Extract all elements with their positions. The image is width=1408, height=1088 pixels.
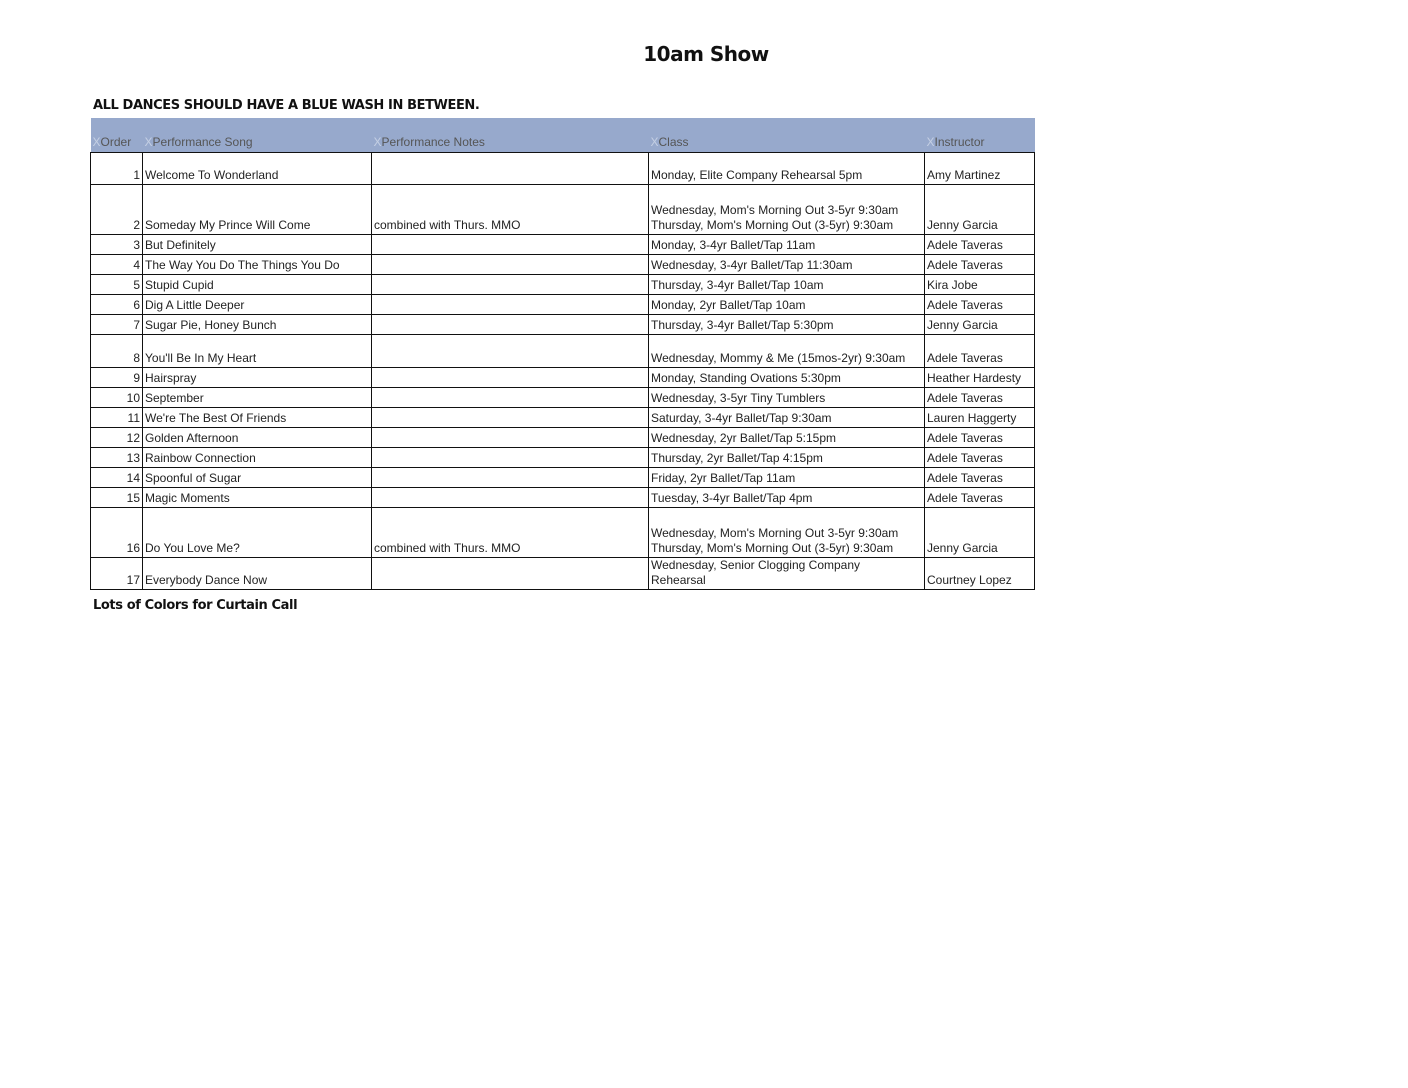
song-cell: Hairspray [143, 368, 372, 388]
instructor-cell: Adele Taveras [925, 295, 1035, 315]
class-line: Wednesday, 2yr Ballet/Tap 5:15pm [651, 431, 836, 445]
class-line: Thursday, 3-4yr Ballet/Tap 10am [651, 278, 824, 292]
class-cell [649, 315, 925, 335]
class-cell [649, 388, 925, 408]
class-line: Wednesday, 3-4yr Ballet/Tap 11:30am [651, 258, 853, 272]
song-cell: You'll Be In My Heart [143, 335, 372, 368]
class-line: Rehearsal [651, 573, 706, 587]
class-cell [649, 428, 925, 448]
curtain-call-note: Lots of Colors for Curtain Call [93, 598, 298, 613]
instructor-cell: Adele Taveras [925, 488, 1035, 508]
class-cell [649, 255, 925, 275]
class-line: Thursday, Mom's Morning Out (3-5yr) 9:30am [651, 541, 894, 555]
table-row [91, 388, 1035, 408]
table-header-row [91, 118, 1035, 153]
song-cell: Golden Afternoon [143, 428, 372, 448]
order-cell: 11 [91, 408, 143, 428]
order-cell: 7 [91, 315, 143, 335]
song-cell: Stupid Cupid [143, 275, 372, 295]
song-cell: Rainbow Connection [143, 448, 372, 468]
notes-cell [372, 335, 649, 368]
class-cell [649, 335, 925, 368]
notes-cell [372, 368, 649, 388]
class-line: Thursday, 3-4yr Ballet/Tap 5:30pm [651, 318, 834, 332]
order-cell: 13 [91, 448, 143, 468]
header-song-prefix: X [144, 135, 153, 149]
header-song-label: Performance Song [152, 135, 253, 149]
header-notes-label: Performance Notes [381, 135, 485, 149]
schedule-body [91, 153, 1035, 590]
notes-cell [372, 448, 649, 468]
header-class [649, 118, 925, 153]
class-cell [649, 508, 925, 558]
table-row [91, 275, 1035, 295]
class-line: Thursday, 2yr Ballet/Tap 4:15pm [651, 451, 823, 465]
table-row [91, 153, 1035, 185]
instructor-cell: Adele Taveras [925, 335, 1035, 368]
table-row [91, 335, 1035, 368]
song-cell: Welcome To Wonderland [143, 153, 372, 185]
notes-cell: combined with Thurs. MMO [372, 185, 649, 235]
table-row [91, 408, 1035, 428]
order-cell: 8 [91, 335, 143, 368]
class-cell [649, 468, 925, 488]
class-line: Monday, Standing Ovations 5:30pm [651, 371, 841, 385]
song-cell: Everybody Dance Now [143, 558, 372, 590]
notes-cell: combined with Thurs. MMO [372, 508, 649, 558]
instructor-cell: Jenny Garcia [925, 185, 1035, 235]
order-cell: 14 [91, 468, 143, 488]
order-cell: 9 [91, 368, 143, 388]
lighting-note: ALL DANCES SHOULD HAVE A BLUE WASH IN BETWEEN. [93, 98, 480, 113]
class-cell [649, 558, 925, 590]
instructor-cell: Amy Martinez [925, 153, 1035, 185]
notes-cell [372, 428, 649, 448]
class-line: Monday, Elite Company Rehearsal 5pm [651, 168, 863, 182]
header-instructor [925, 118, 1035, 153]
class-cell [649, 295, 925, 315]
instructor-cell: Adele Taveras [925, 235, 1035, 255]
header-notes-prefix: X [373, 135, 382, 149]
instructor-cell: Adele Taveras [925, 255, 1035, 275]
song-cell: Sugar Pie, Honey Bunch [143, 315, 372, 335]
class-line: Monday, 2yr Ballet/Tap 10am [651, 298, 806, 312]
notes-cell [372, 558, 649, 590]
notes-cell [372, 255, 649, 275]
page-title: 10am Show [643, 42, 769, 66]
header-instructor-prefix: X [926, 135, 935, 149]
notes-cell [372, 295, 649, 315]
notes-cell [372, 408, 649, 428]
class-cell [649, 408, 925, 428]
order-cell: 10 [91, 388, 143, 408]
song-cell: But Definitely [143, 235, 372, 255]
header-class-prefix: X [650, 135, 659, 149]
class-cell [649, 488, 925, 508]
class-line: Thursday, Mom's Morning Out (3-5yr) 9:30am [651, 218, 894, 232]
instructor-cell: Adele Taveras [925, 448, 1035, 468]
class-line: Wednesday, Mom's Morning Out 3-5yr 9:30am [651, 526, 899, 540]
notes-cell [372, 275, 649, 295]
class-line: Tuesday, 3-4yr Ballet/Tap 4pm [651, 491, 813, 505]
notes-cell [372, 153, 649, 185]
song-cell: The Way You Do The Things You Do [143, 255, 372, 275]
song-cell: Do You Love Me? [143, 508, 372, 558]
header-notes [372, 118, 649, 153]
table-row [91, 488, 1035, 508]
header-order-prefix: X [92, 135, 101, 149]
song-cell: Someday My Prince Will Come [143, 185, 372, 235]
instructor-cell: Lauren Haggerty [925, 408, 1035, 428]
class-line: Wednesday, Mommy & Me (15mos-2yr) 9:30am [651, 351, 906, 365]
instructor-cell: Adele Taveras [925, 388, 1035, 408]
table-row [91, 428, 1035, 448]
notes-cell [372, 315, 649, 335]
notes-cell [372, 235, 649, 255]
instructor-cell: Adele Taveras [925, 468, 1035, 488]
order-cell: 4 [91, 255, 143, 275]
instructor-cell: Adele Taveras [925, 428, 1035, 448]
song-cell: Magic Moments [143, 488, 372, 508]
order-cell: 5 [91, 275, 143, 295]
instructor-cell: Jenny Garcia [925, 508, 1035, 558]
instructor-cell: Courtney Lopez [925, 558, 1035, 590]
notes-cell [372, 488, 649, 508]
class-line: Wednesday, Senior Clogging Company [651, 558, 861, 572]
table-row [91, 448, 1035, 468]
class-cell [649, 235, 925, 255]
order-cell: 16 [91, 508, 143, 558]
table-row [91, 185, 1035, 235]
class-cell [649, 448, 925, 468]
song-cell: September [143, 388, 372, 408]
class-line: Friday, 2yr Ballet/Tap 11am [651, 471, 796, 485]
notes-cell [372, 388, 649, 408]
instructor-cell: Jenny Garcia [925, 315, 1035, 335]
notes-cell [372, 468, 649, 488]
table-row [91, 468, 1035, 488]
table-row [91, 558, 1035, 590]
show-schedule-table [90, 118, 1035, 590]
order-cell: 2 [91, 185, 143, 235]
class-line: Saturday, 3-4yr Ballet/Tap 9:30am [651, 411, 832, 425]
header-class-label: Class [658, 135, 689, 149]
order-cell: 12 [91, 428, 143, 448]
header-order-label: Order [100, 135, 132, 149]
order-cell: 17 [91, 558, 143, 590]
class-cell [649, 275, 925, 295]
order-cell: 15 [91, 488, 143, 508]
instructor-cell: Heather Hardesty [925, 368, 1035, 388]
header-instructor-label: Instructor [934, 135, 985, 149]
table-row [91, 255, 1035, 275]
table-row [91, 368, 1035, 388]
song-cell: Dig A Little Deeper [143, 295, 372, 315]
table-row [91, 508, 1035, 558]
class-cell [649, 153, 925, 185]
class-line: Monday, 3-4yr Ballet/Tap 11am [651, 238, 816, 252]
class-line: Wednesday, Mom's Morning Out 3-5yr 9:30am [651, 203, 899, 217]
order-cell: 3 [91, 235, 143, 255]
header-song [143, 118, 372, 153]
class-cell [649, 368, 925, 388]
song-cell: We're The Best Of Friends [143, 408, 372, 428]
instructor-cell: Kira Jobe [925, 275, 1035, 295]
table-row [91, 295, 1035, 315]
class-cell [649, 185, 925, 235]
song-cell: Spoonful of Sugar [143, 468, 372, 488]
table-row [91, 315, 1035, 335]
table-row [91, 235, 1035, 255]
order-cell: 6 [91, 295, 143, 315]
order-cell: 1 [91, 153, 143, 185]
class-line: Wednesday, 3-5yr Tiny Tumblers [651, 391, 826, 405]
header-order [91, 118, 143, 153]
